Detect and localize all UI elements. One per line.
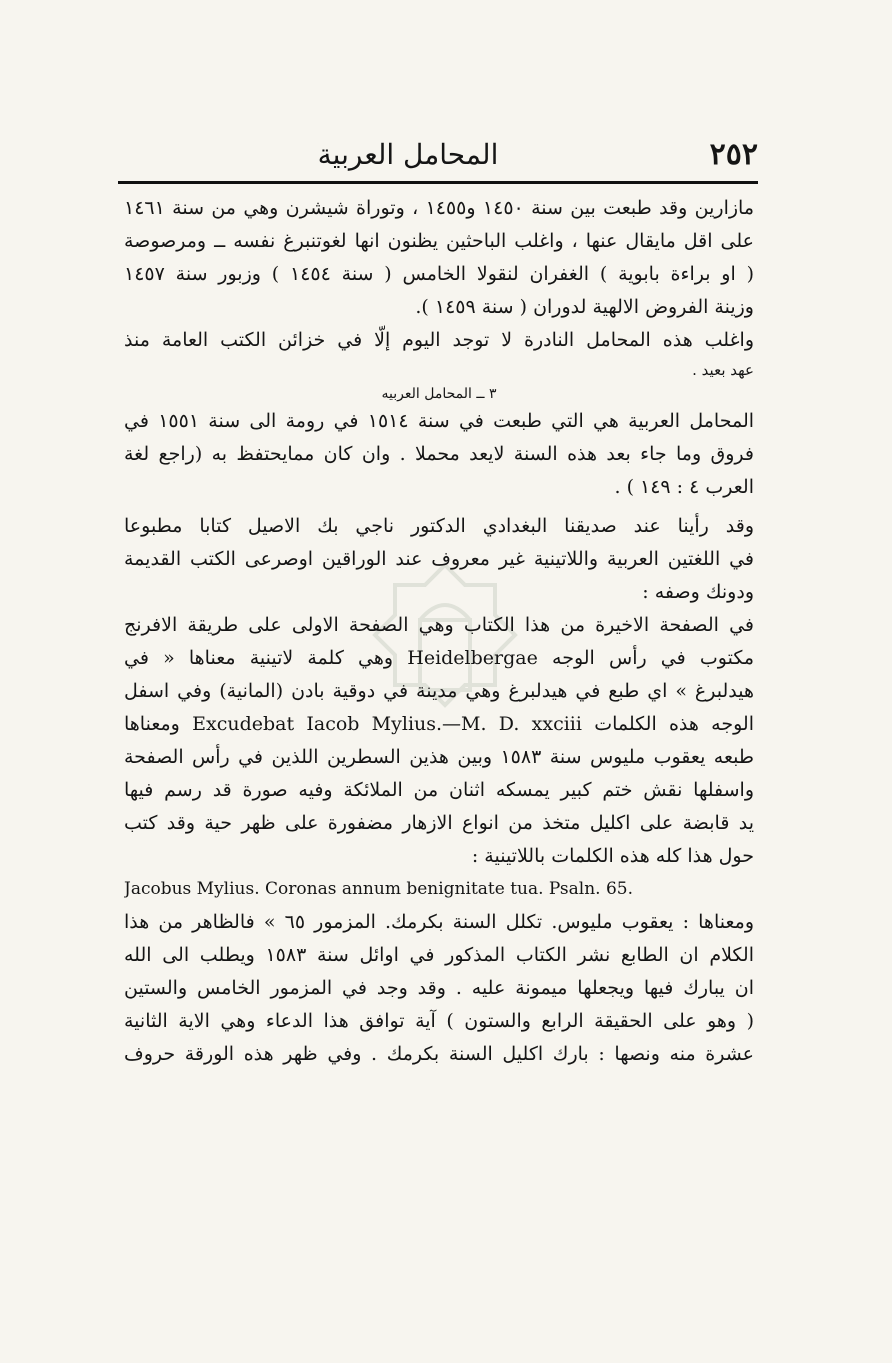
- text-line: الوجه هذه الكلمات Excudebat Iacob Mylius.—M. D. xxciii ومعناها: [124, 713, 754, 735]
- text-line: العرب ٤ : ١٤٩ ) .: [614, 476, 754, 498]
- text-line: واغلب هذه المحامل النادرة لا توجد اليوم إلّا في خزائن الكتب العامة منذ: [124, 329, 754, 351]
- body-text: [124, 192, 754, 1071]
- text-line: ( او براءة بابوية ) الغفران لنقولا الخامس ( سنة ١٤٥٤ ) وزبور سنة ١٤٥٧: [124, 263, 754, 285]
- text-line: طبعه يعقوب مليوس سنة ١٥٨٣ وبين هذين السطرين اللذين في رأس الصفحة: [124, 746, 754, 768]
- text-line: ان يبارك فيها ويجعلها ميمونة عليه . وقد وجد في المزمور الخامس والستين: [124, 977, 754, 999]
- section-heading: ٣ ــ المحامل العربيه: [381, 386, 497, 402]
- text-line: واسفلها نقش ختم كبير يمسكه اثنان من الملائكة وفيه صورة قد رسم فيها: [124, 779, 754, 801]
- running-title: المحامل العربية: [317, 138, 499, 171]
- text-line: في الصفحة الاخيرة من هذا الكتاب وهي الصفحة الاولى على طريقة الافرنج: [124, 614, 754, 636]
- text-line: في اللغتين العربية واللاتينية غير معروف عند الوراقين اوصرعى الكتب القديمة: [124, 548, 754, 570]
- text-line: الكلام ان الطابع نشر الكتاب المذكور في اوائل سنة ١٥٨٣ ويطلب الى الله: [124, 944, 754, 966]
- text-line: مازارين وقد طبعت بين سنة ١٤٥٠ و١٤٥٥ ، وتوراة شيشرن وهي من سنة ١٤٦١: [124, 197, 754, 219]
- text-line: هيدلبرغ » اي طبع في هيدلبرغ وهي مدينة في دوقية بادن (المانية) وفي اسفل: [124, 680, 754, 702]
- page-number: ٢٥٢: [709, 137, 758, 172]
- text-line: مكتوب في رأس الوجه Heidelbergae وهي كلمة لاتينية معناها « في: [124, 647, 754, 669]
- text-line: وقد رأينا عند صديقنا البغدادي الدكتور ناجي بك الاصيل كتابا مطبوعا: [124, 515, 754, 537]
- header-rule: [118, 181, 758, 184]
- text-line: ودونك وصفه :: [642, 581, 754, 603]
- text-line: حول هذا كله هذه الكلمات باللاتينية :: [471, 845, 754, 867]
- text-line: ومعناها : يعقوب مليوس. تكلل السنة بكرمك. المزمور ٦٥ » فالظاهر من هذا: [124, 911, 754, 933]
- text-line: ( وهو على الحقيقة الرابع والستون ) آية توافق هذا الدعاء وهي الاية الثانية: [124, 1010, 754, 1032]
- text-line: المحامل العربية هي التي طبعت في سنة ١٥١٤ في رومة الى سنة ١٥٥١ في: [124, 410, 754, 432]
- page-header: [118, 130, 758, 180]
- text-line: يد قابضة على اكليل متخذ من انواع الازهار مضفورة على ظهر حية وقد كتب: [124, 812, 754, 834]
- text-line: عهد بعيد .: [692, 361, 754, 379]
- text-line: فروق وما جاء بعد هذه السنة لايعد محملا . وان كان ممايحتفظ به (راجع لغة: [124, 443, 754, 465]
- text-line: عشرة منه ونصها : بارك اكليل السنة بكرمك . وفي ظهر هذه الورقة حروف: [124, 1043, 754, 1065]
- latin-quote: Jacobus Mylius. Coronas annum benignitate tua. Psaln. 65.: [124, 879, 634, 899]
- text-line: وزينة الفروض الالهية لدوران ( سنة ١٤٥٩ ).: [415, 296, 754, 318]
- text-line: على اقل مايقال عنها ، واغلب الباحثين يظنون انها لغوتنبرغ نفسه ــ ومرصوصة: [124, 230, 754, 252]
